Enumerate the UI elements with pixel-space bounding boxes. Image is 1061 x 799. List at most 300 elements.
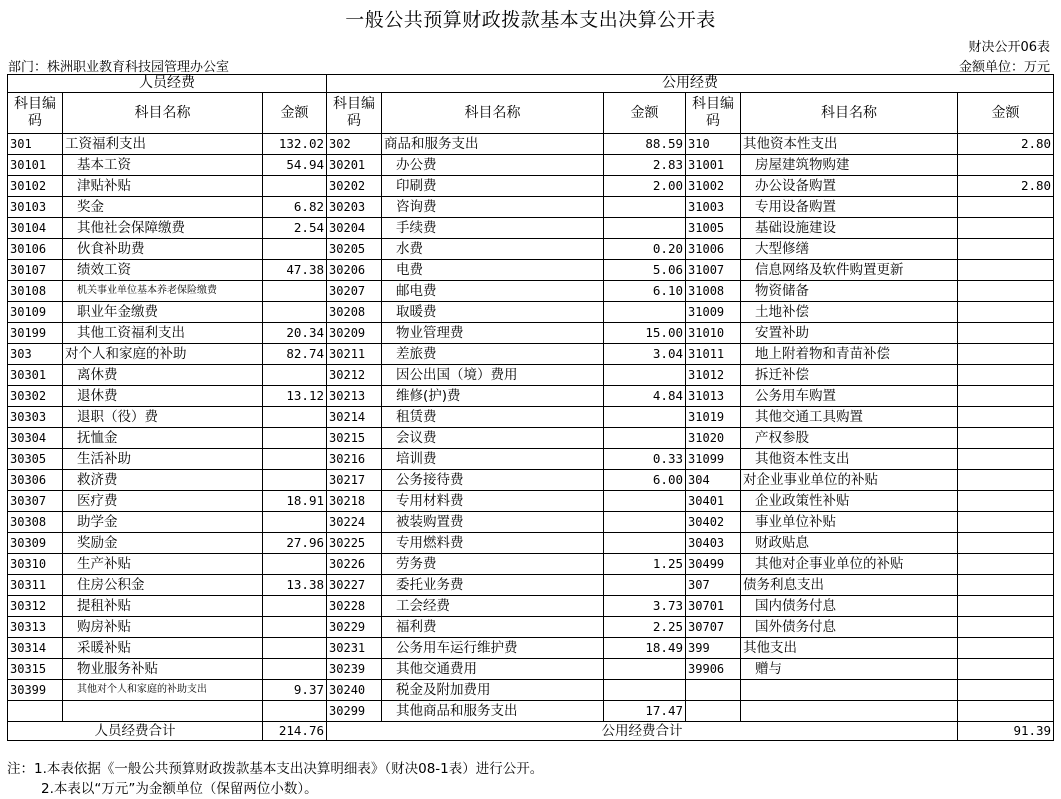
public-mid-name-cell: 劳务费 [382, 554, 604, 575]
personnel-code-cell: 30308 [8, 512, 63, 533]
public-mid-name-cell: 委托业务费 [382, 575, 604, 596]
public-right-amount-cell: 2.80 [958, 176, 1054, 197]
public-right-code-cell: 31010 [686, 323, 741, 344]
public-right-code-cell [686, 680, 741, 701]
public-mid-amount-cell: 0.33 [604, 449, 686, 470]
public-mid-name-cell: 物业管理费 [382, 323, 604, 344]
public-mid-amount-cell: 2.25 [604, 617, 686, 638]
public-right-code-cell: 30701 [686, 596, 741, 617]
public-mid-amount-cell: 5.06 [604, 260, 686, 281]
public-right-name-cell: 其他资本性支出 [741, 134, 958, 155]
public-mid-amount-cell: 2.83 [604, 155, 686, 176]
header-code: 科目编码 [8, 93, 63, 134]
public-right-name-cell: 企业政策性补贴 [741, 491, 958, 512]
public-right-name-cell: 其他对企事业单位的补贴 [741, 554, 958, 575]
personnel-name-cell: 其他工资福利支出 [63, 323, 263, 344]
personnel-code-cell: 30303 [8, 407, 63, 428]
public-right-code-cell: 31008 [686, 281, 741, 302]
public-mid-name-cell: 维修(护)费 [382, 386, 604, 407]
header-code: 科目编码 [686, 93, 741, 134]
department-label: 部门：株洲职业教育科技园管理办公室 [8, 60, 230, 75]
personnel-amount-cell: 2.54 [263, 218, 327, 239]
table-row [8, 470, 1054, 491]
table-row [8, 239, 1054, 260]
table-row [8, 134, 1054, 155]
public-mid-name-cell: 福利费 [382, 617, 604, 638]
personnel-amount-cell [263, 512, 327, 533]
personnel-name-cell: 助学金 [63, 512, 263, 533]
public-right-code-cell: 31006 [686, 239, 741, 260]
public-right-code-cell [686, 701, 741, 722]
public-right-amount-cell [958, 659, 1054, 680]
public-right-name-cell: 债务利息支出 [741, 575, 958, 596]
public-right-amount-cell [958, 554, 1054, 575]
personnel-amount-cell: 13.12 [263, 386, 327, 407]
public-mid-name-cell: 水费 [382, 239, 604, 260]
public-mid-code-cell: 30226 [327, 554, 382, 575]
public-mid-code-cell: 30207 [327, 281, 382, 302]
table-row [8, 344, 1054, 365]
public-right-name-cell: 产权参股 [741, 428, 958, 449]
personnel-code-cell: 30311 [8, 575, 63, 596]
header-amount: 金额 [958, 93, 1054, 134]
public-right-name-cell: 拆迁补偿 [741, 365, 958, 386]
public-right-amount-cell [958, 344, 1054, 365]
public-right-code-cell: 31009 [686, 302, 741, 323]
public-mid-code-cell: 30217 [327, 470, 382, 491]
public-mid-amount-cell: 18.49 [604, 638, 686, 659]
personnel-code-cell: 30305 [8, 449, 63, 470]
public-right-code-cell: 31007 [686, 260, 741, 281]
personnel-code-cell: 30307 [8, 491, 63, 512]
public-right-name-cell: 其他支出 [741, 638, 958, 659]
public-right-amount-cell [958, 617, 1054, 638]
note-2: 2.本表以“万元”为金额单位（保留两位小数）。 [41, 781, 318, 797]
personnel-code-cell: 30315 [8, 659, 63, 680]
public-mid-amount-cell: 2.00 [604, 176, 686, 197]
personnel-name-cell: 采暖补贴 [63, 638, 263, 659]
public-total-amount: 91.39 [958, 722, 1054, 741]
personnel-code-cell: 30199 [8, 323, 63, 344]
public-mid-name-cell: 税金及附加费用 [382, 680, 604, 701]
personnel-amount-cell [263, 617, 327, 638]
public-mid-code-cell: 30201 [327, 155, 382, 176]
public-mid-code-cell: 30231 [327, 638, 382, 659]
public-mid-name-cell: 工会经费 [382, 596, 604, 617]
public-right-amount-cell [958, 575, 1054, 596]
personnel-amount-cell: 9.37 [263, 680, 327, 701]
table-row [8, 638, 1054, 659]
public-mid-amount-cell [604, 659, 686, 680]
public-right-code-cell: 31001 [686, 155, 741, 176]
public-right-code-cell: 30402 [686, 512, 741, 533]
public-mid-amount-cell: 0.20 [604, 239, 686, 260]
public-right-amount-cell [958, 701, 1054, 722]
public-mid-code-cell: 30214 [327, 407, 382, 428]
personnel-name-cell: 离休费 [63, 365, 263, 386]
public-right-amount-cell [958, 386, 1054, 407]
personnel-name-cell: 奖励金 [63, 533, 263, 554]
public-right-code-cell: 31012 [686, 365, 741, 386]
table-row [8, 260, 1054, 281]
personnel-name-cell: 机关事业单位基本养老保险缴费 [63, 281, 263, 302]
public-right-code-cell: 307 [686, 575, 741, 596]
table-row [8, 323, 1054, 344]
table-row [8, 617, 1054, 638]
public-right-code-cell: 30499 [686, 554, 741, 575]
personnel-amount-cell [263, 302, 327, 323]
public-mid-code-cell: 30208 [327, 302, 382, 323]
personnel-amount-cell [263, 428, 327, 449]
public-mid-code-cell: 30209 [327, 323, 382, 344]
personnel-code-cell: 30109 [8, 302, 63, 323]
public-right-amount-cell [958, 218, 1054, 239]
public-right-name-cell: 对企业事业单位的补贴 [741, 470, 958, 491]
public-mid-name-cell: 会议费 [382, 428, 604, 449]
public-right-name-cell [741, 701, 958, 722]
public-mid-code-cell: 30202 [327, 176, 382, 197]
public-right-amount-cell [958, 533, 1054, 554]
public-mid-code-cell: 30240 [327, 680, 382, 701]
table-row [8, 155, 1054, 176]
personnel-name-cell: 伙食补助费 [63, 239, 263, 260]
personnel-name-cell: 奖金 [63, 197, 263, 218]
public-right-amount-cell [958, 449, 1054, 470]
public-mid-amount-cell [604, 428, 686, 449]
public-mid-name-cell: 办公费 [382, 155, 604, 176]
personnel-code-cell: 30102 [8, 176, 63, 197]
public-right-name-cell: 信息网络及软件购置更新 [741, 260, 958, 281]
personnel-amount-cell: 47.38 [263, 260, 327, 281]
expenditure-table [7, 74, 1054, 741]
public-mid-name-cell: 公务接待费 [382, 470, 604, 491]
personnel-name-cell: 生活补助 [63, 449, 263, 470]
public-mid-code-cell: 30211 [327, 344, 382, 365]
personnel-name-cell: 物业服务补贴 [63, 659, 263, 680]
personnel-amount-cell [263, 596, 327, 617]
personnel-code-cell: 30107 [8, 260, 63, 281]
personnel-code-cell: 30106 [8, 239, 63, 260]
personnel-name-cell: 其他对个人和家庭的补助支出 [63, 680, 263, 701]
personnel-name-cell: 基本工资 [63, 155, 263, 176]
personnel-name-cell: 提租补贴 [63, 596, 263, 617]
public-right-amount-cell [958, 512, 1054, 533]
public-mid-code-cell: 30215 [327, 428, 382, 449]
public-mid-amount-cell [604, 197, 686, 218]
public-total-label: 公用经费合计 [327, 722, 958, 741]
personnel-code-cell: 30399 [8, 680, 63, 701]
public-mid-code-cell: 30206 [327, 260, 382, 281]
table-row [8, 428, 1054, 449]
personnel-amount-cell [263, 470, 327, 491]
personnel-amount-cell [263, 449, 327, 470]
table-row [8, 701, 1054, 722]
public-right-code-cell: 399 [686, 638, 741, 659]
table-row [8, 596, 1054, 617]
personnel-amount-cell [263, 554, 327, 575]
personnel-name-cell: 对个人和家庭的补助 [63, 344, 263, 365]
section-public: 公用经费 [327, 75, 1054, 93]
public-mid-amount-cell [604, 218, 686, 239]
personnel-code-cell: 30302 [8, 386, 63, 407]
personnel-code-cell: 30310 [8, 554, 63, 575]
public-mid-amount-cell [604, 512, 686, 533]
table-row [8, 449, 1054, 470]
personnel-name-cell: 抚恤金 [63, 428, 263, 449]
public-mid-code-cell: 30239 [327, 659, 382, 680]
public-mid-code-cell: 30216 [327, 449, 382, 470]
public-mid-name-cell: 租赁费 [382, 407, 604, 428]
notes [7, 759, 543, 799]
public-mid-code-cell: 30203 [327, 197, 382, 218]
public-right-name-cell: 国外债务付息 [741, 617, 958, 638]
totals-row [8, 722, 1054, 741]
personnel-name-cell: 退休费 [63, 386, 263, 407]
public-right-name-cell: 基础设施建设 [741, 218, 958, 239]
public-mid-amount-cell: 1.25 [604, 554, 686, 575]
public-right-amount-cell [958, 323, 1054, 344]
table-row [8, 365, 1054, 386]
table-row [8, 386, 1054, 407]
public-right-amount-cell [958, 239, 1054, 260]
public-right-amount-cell [958, 281, 1054, 302]
public-right-code-cell: 31013 [686, 386, 741, 407]
personnel-name-cell: 津贴补贴 [63, 176, 263, 197]
public-mid-amount-cell: 6.10 [604, 281, 686, 302]
personnel-code-cell: 30301 [8, 365, 63, 386]
personnel-code-cell: 30313 [8, 617, 63, 638]
public-right-code-cell: 31020 [686, 428, 741, 449]
header-amount: 金额 [604, 93, 686, 134]
public-mid-amount-cell: 4.84 [604, 386, 686, 407]
public-mid-amount-cell [604, 533, 686, 554]
public-right-amount-cell [958, 302, 1054, 323]
personnel-amount-cell [263, 176, 327, 197]
table-row [8, 659, 1054, 680]
public-right-name-cell: 大型修缮 [741, 239, 958, 260]
public-mid-name-cell: 咨询费 [382, 197, 604, 218]
public-mid-amount-cell [604, 407, 686, 428]
table-row [8, 533, 1054, 554]
public-mid-name-cell: 电费 [382, 260, 604, 281]
table-row [8, 197, 1054, 218]
public-right-code-cell: 39906 [686, 659, 741, 680]
personnel-amount-cell: 6.82 [263, 197, 327, 218]
public-right-name-cell: 土地补偿 [741, 302, 958, 323]
table-row [8, 281, 1054, 302]
personnel-amount-cell [263, 281, 327, 302]
personnel-code-cell: 30101 [8, 155, 63, 176]
personnel-amount-cell: 82.74 [263, 344, 327, 365]
header-name: 科目名称 [741, 93, 958, 134]
public-right-amount-cell [958, 365, 1054, 386]
public-right-name-cell: 房屋建筑物购建 [741, 155, 958, 176]
public-right-amount-cell [958, 428, 1054, 449]
public-mid-amount-cell [604, 491, 686, 512]
public-mid-code-cell: 30213 [327, 386, 382, 407]
header-name: 科目名称 [63, 93, 263, 134]
personnel-name-cell: 救济费 [63, 470, 263, 491]
public-right-name-cell: 其他交通工具购置 [741, 407, 958, 428]
public-right-amount-cell [958, 197, 1054, 218]
public-mid-code-cell: 30227 [327, 575, 382, 596]
public-mid-code-cell: 302 [327, 134, 382, 155]
public-mid-name-cell: 培训费 [382, 449, 604, 470]
public-mid-amount-cell: 3.04 [604, 344, 686, 365]
personnel-name-cell: 绩效工资 [63, 260, 263, 281]
personnel-name-cell: 职业年金缴费 [63, 302, 263, 323]
public-mid-name-cell: 公务用车运行维护费 [382, 638, 604, 659]
public-mid-code-cell: 30299 [327, 701, 382, 722]
header-amount: 金额 [263, 93, 327, 134]
public-right-name-cell: 地上附着物和青苗补偿 [741, 344, 958, 365]
public-right-code-cell: 31011 [686, 344, 741, 365]
public-mid-name-cell: 专用燃料费 [382, 533, 604, 554]
personnel-name-cell: 医疗费 [63, 491, 263, 512]
page-title: 一般公共预算财政拨款基本支出决算公开表 [345, 9, 716, 31]
personnel-code-cell: 303 [8, 344, 63, 365]
table-row [8, 680, 1054, 701]
public-right-code-cell: 304 [686, 470, 741, 491]
table-row [8, 407, 1054, 428]
public-right-name-cell: 专用设备购置 [741, 197, 958, 218]
personnel-code-cell: 30312 [8, 596, 63, 617]
table-row [8, 176, 1054, 197]
public-mid-name-cell: 其他商品和服务支出 [382, 701, 604, 722]
personnel-code-cell [8, 701, 63, 722]
section-personnel: 人员经费 [8, 75, 327, 93]
personnel-code-cell: 30108 [8, 281, 63, 302]
personnel-name-cell [63, 701, 263, 722]
public-right-code-cell: 30403 [686, 533, 741, 554]
note-1: 注：1.本表依据《一般公共预算财政拨款基本支出决算明细表》（财决08-1表）进行公开。 [7, 761, 544, 777]
public-right-amount-cell [958, 596, 1054, 617]
public-mid-name-cell: 取暖费 [382, 302, 604, 323]
public-mid-name-cell: 其他交通费用 [382, 659, 604, 680]
personnel-code-cell: 30314 [8, 638, 63, 659]
table-row [8, 512, 1054, 533]
public-mid-code-cell: 30204 [327, 218, 382, 239]
personnel-amount-cell [263, 659, 327, 680]
public-right-name-cell [741, 680, 958, 701]
public-mid-code-cell: 30224 [327, 512, 382, 533]
public-mid-code-cell: 30205 [327, 239, 382, 260]
personnel-amount-cell: 54.94 [263, 155, 327, 176]
public-right-name-cell: 物资储备 [741, 281, 958, 302]
public-mid-amount-cell: 17.47 [604, 701, 686, 722]
public-right-code-cell: 310 [686, 134, 741, 155]
public-right-code-cell: 31019 [686, 407, 741, 428]
public-mid-amount-cell [604, 302, 686, 323]
personnel-name-cell: 住房公积金 [63, 575, 263, 596]
public-right-name-cell: 赠与 [741, 659, 958, 680]
personnel-amount-cell: 18.91 [263, 491, 327, 512]
public-right-amount-cell [958, 680, 1054, 701]
personnel-amount-cell: 20.34 [263, 323, 327, 344]
public-right-name-cell: 事业单位补贴 [741, 512, 958, 533]
public-right-name-cell: 其他资本性支出 [741, 449, 958, 470]
table-code: 财决公开06表 [968, 40, 1050, 55]
public-mid-code-cell: 30225 [327, 533, 382, 554]
public-mid-code-cell: 30229 [327, 617, 382, 638]
personnel-code-cell: 30104 [8, 218, 63, 239]
public-right-code-cell: 30401 [686, 491, 741, 512]
personnel-name-cell: 生产补贴 [63, 554, 263, 575]
public-right-name-cell: 公务用车购置 [741, 386, 958, 407]
personnel-name-cell: 工资福利支出 [63, 134, 263, 155]
public-right-code-cell: 31003 [686, 197, 741, 218]
personnel-code-cell: 30304 [8, 428, 63, 449]
personnel-amount-cell [263, 239, 327, 260]
public-mid-code-cell: 30218 [327, 491, 382, 512]
personnel-name-cell: 退职（役）费 [63, 407, 263, 428]
public-right-amount-cell: 2.80 [958, 134, 1054, 155]
table-row [8, 575, 1054, 596]
personnel-total-label: 人员经费合计 [8, 722, 263, 741]
public-right-name-cell: 财政贴息 [741, 533, 958, 554]
public-mid-amount-cell: 88.59 [604, 134, 686, 155]
public-mid-amount-cell [604, 365, 686, 386]
public-mid-name-cell: 商品和服务支出 [382, 134, 604, 155]
table-row [8, 554, 1054, 575]
personnel-amount-cell [263, 365, 327, 386]
public-mid-amount-cell: 6.00 [604, 470, 686, 491]
public-mid-amount-cell: 3.73 [604, 596, 686, 617]
unit-label: 金额单位：万元 [958, 60, 1050, 75]
personnel-code-cell: 301 [8, 134, 63, 155]
personnel-code-cell: 30309 [8, 533, 63, 554]
public-right-amount-cell [958, 638, 1054, 659]
public-mid-name-cell: 邮电费 [382, 281, 604, 302]
header-name: 科目名称 [382, 93, 604, 134]
personnel-code-cell: 30103 [8, 197, 63, 218]
public-mid-code-cell: 30228 [327, 596, 382, 617]
public-mid-name-cell: 手续费 [382, 218, 604, 239]
public-right-name-cell: 办公设备购置 [741, 176, 958, 197]
public-right-amount-cell [958, 155, 1054, 176]
public-mid-code-cell: 30212 [327, 365, 382, 386]
table-row [8, 302, 1054, 323]
personnel-amount-cell: 132.02 [263, 134, 327, 155]
public-right-code-cell: 31005 [686, 218, 741, 239]
personnel-total-amount: 214.76 [263, 722, 327, 741]
public-right-code-cell: 31099 [686, 449, 741, 470]
public-mid-name-cell: 印刷费 [382, 176, 604, 197]
public-mid-amount-cell [604, 680, 686, 701]
public-right-name-cell: 国内债务付息 [741, 596, 958, 617]
public-mid-name-cell: 差旅费 [382, 344, 604, 365]
public-right-amount-cell [958, 470, 1054, 491]
public-mid-amount-cell [604, 575, 686, 596]
public-mid-name-cell: 被装购置费 [382, 512, 604, 533]
header-code: 科目编码 [327, 93, 382, 134]
table-row [8, 491, 1054, 512]
personnel-amount-cell [263, 701, 327, 722]
public-right-amount-cell [958, 260, 1054, 281]
personnel-amount-cell: 13.38 [263, 575, 327, 596]
personnel-name-cell: 购房补贴 [63, 617, 263, 638]
personnel-amount-cell: 27.96 [263, 533, 327, 554]
public-right-amount-cell [958, 407, 1054, 428]
table-row [8, 218, 1054, 239]
public-mid-name-cell: 因公出国（境）费用 [382, 365, 604, 386]
public-right-name-cell: 安置补助 [741, 323, 958, 344]
public-right-code-cell: 31002 [686, 176, 741, 197]
public-right-code-cell: 30707 [686, 617, 741, 638]
personnel-amount-cell [263, 407, 327, 428]
public-right-amount-cell [958, 491, 1054, 512]
personnel-code-cell: 30306 [8, 470, 63, 491]
